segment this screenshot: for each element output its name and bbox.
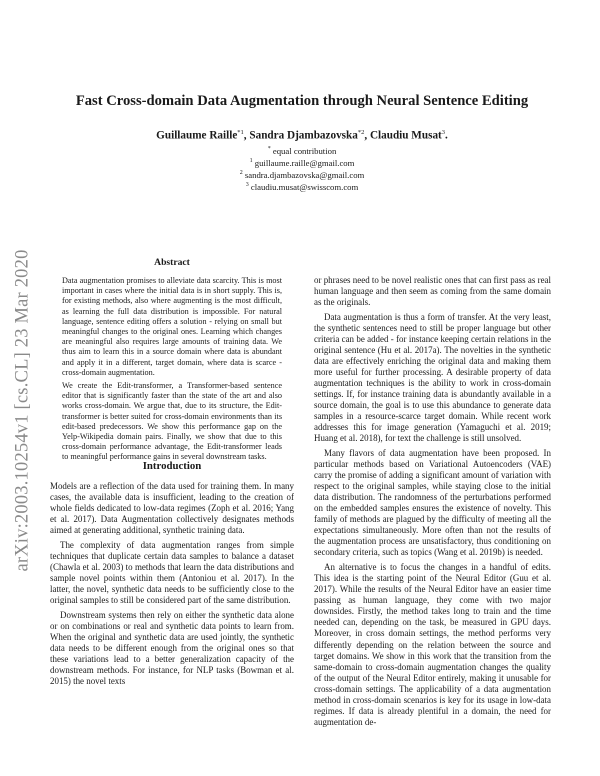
arxiv-stamp (8, 215, 38, 605)
affiliation-line (60, 146, 544, 156)
abstract-body (62, 276, 282, 463)
author-list (60, 129, 544, 142)
affiliation-mark: 3 (245, 182, 249, 189)
right-column-body (314, 275, 551, 728)
affiliation-line (60, 170, 544, 180)
abstract-heading: Abstract (154, 257, 190, 268)
affiliation-mark: 2 (239, 170, 243, 177)
body-paragraph: An alternative is to focus the changes in a handful of edits. This idea is the starting point of the Neural Editor (Guu et al. 2017). While the results of the Neural Editor have an easier time passing as human language, they come with two major downsides. Firstly, the method takes long to train and the time needed can, depending on the task, be measured in GPU days. Moreover, in cross domain settings, the method performs very differently depending on the relation between the source and target domains. We show in this work that the transition from the same-domain to cross-domain augmentation changes the quality of the output of the Neural Editor entirely, making it unusable for cross-domain settings. The applicability of a data augmentation method in cross-domain scenarios is key for its usage in low-data regimes. If data is already plentiful in a domain, the need for augmentation de- (314, 562, 551, 727)
author-separator: , (364, 129, 370, 142)
affiliation-line (60, 158, 544, 168)
affiliation-email[interactable]: sandra.djambazovska@gmail.com (244, 170, 365, 180)
author-separator: , (243, 129, 250, 142)
abstract-paragraph: We create the Edit-transformer, a Transformer-based sentence editor that is significantly faster than the state of the art and also works cross-domain. We argue that, due to its structure, the Edit-transformer is better suited for cross-domain environments than its edit-based predecessors. We show this performance gap on the Yelp-Wikipedia domain pairs. Finally, we show that due to this cross-domain performance advantage, the Edit-transformer leads to meaningful performance gains in several downstream tasks. (62, 381, 282, 462)
body-paragraph: Models are a reflection of the data used for training them. In many cases, the available data is insufficient, leading to the creation of whole fields dedicated to low-data regimes (Zoph et al. 2016; Yang et al. 2017). Data Augmentation collectively designates methods aimed at generating additional, synthetic training data. (50, 481, 294, 536)
introduction-heading: Introduction (142, 460, 202, 472)
arxiv-id: arXiv:2003.10254v1 [cs.CL] 23 Mar 2020 (12, 248, 33, 572)
affiliation-text: equal contribution (272, 146, 337, 156)
author-name: Guillaume Raille (156, 129, 238, 142)
affiliation-email[interactable]: guillaume.raille@gmail.com (254, 158, 355, 168)
author-mark: *2 (357, 129, 365, 136)
paper-title: Fast Cross-domain Data Augmentation through Neural Sentence Editing (75, 93, 529, 109)
author-mark: 3 (441, 129, 446, 136)
author-mark: *1 (237, 129, 244, 136)
introduction-body (50, 481, 294, 687)
body-paragraph: Downstream systems then rely on either the synthetic data alone or on combinations or real and synthetic data points to learn from. When the original and synthetic data are used jointly, the synthetic data needs to be different enough from the original ones so that these variations lead to a better generalization capacity of the downstream methods. For instance, for NLP tasks (Bowman et al. 2015) the novel texts (50, 610, 294, 687)
affiliation-email[interactable]: claudiu.musat@swisscom.com (250, 182, 359, 192)
body-paragraph: or phrases need to be novel realistic ones that can first pass as real human language and then seem as coming from the same domain as the originals. (314, 275, 551, 308)
author-name: Sandra Djambazovska (249, 129, 358, 142)
author-separator: . (445, 129, 448, 142)
affiliation-line (60, 182, 544, 192)
affiliation-mark: * (267, 146, 271, 153)
body-paragraph: Many flavors of data augmentation have been proposed. In particular methods based on Variational Autoencoders (VAE) carry the promise of adding a significant amount of variation with respect to the original samples, while staying close to the initial data distribution. The randomness of the perturbations performed on the embedded samples ensures the existence of novelty. This family of methods are plagued by the difficulty of meeting all the expectations simultaneously. More often than not the results of the augmentation process are unsatisfactory, thus conditioning on secondary criteria, such as topics (Wang et al. 2019b) is needed. (314, 448, 551, 558)
affiliation-mark: 1 (249, 158, 253, 165)
author-name: Claudiu Musat (369, 129, 442, 142)
abstract-paragraph: Data augmentation promises to alleviate data scarcity. This is most important in cases where the initial data is in short supply. This is, for existing methods, also where augmenting is the most difficult, as learning the full data distribution is impossible. For natural language, sentence editing offers a solution - relying on small but meaningful changes to the original ones. Learning which changes are meaningful also requires large amounts of training data. We thus aim to learn this in a source domain where data is abundant and apply it in a different, target domain, where data is scarce - cross-domain augmentation. (62, 276, 282, 377)
body-paragraph: The complexity of data augmentation ranges from simple techniques that duplicate certain data samples to balance a dataset (Chawla et al. 2003) to methods that learn the data distributions and sample novel points within them (Antoniou et al. 2017). In the latter, the novel, synthetic data needs to be sufficiently close to the original samples to still be considered part of the same distribution. (50, 540, 294, 606)
body-paragraph: Data augmentation is thus a form of transfer. At the very least, the synthetic sentences need to still be proper language but other criteria can be added - for instance keeping certain relations in the original sentence (Hu et al. 2017a). The novelties in the synthetic data are effectively enriching the original data and making them more useful for further processing. A desirable property of data augmentation techniques is the ability to work in cross-domain settings. If, for instance training data is abundantly available in a source domain, the goal is to use this abundance to generate data samples in a resource-scarce target domain. While recent work addresses this for image generation (Yamaguchi et al. 2019; Huang et al. 2018), for text the challenge is still unsolved. (314, 312, 551, 444)
